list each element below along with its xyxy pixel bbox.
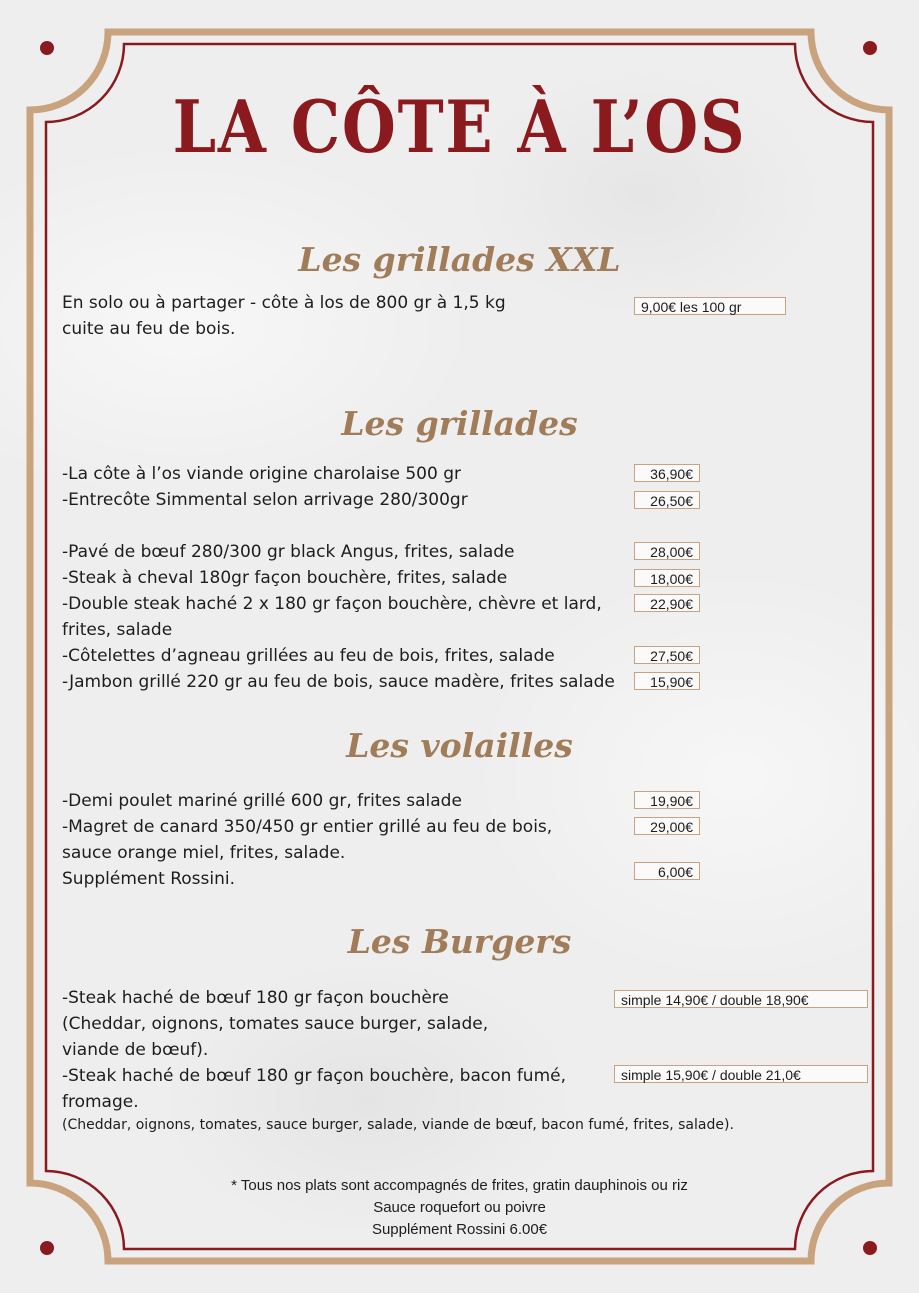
menu-item-price: simple 14,90€ / double 18,90€ <box>614 990 868 1008</box>
menu-item-text: -Jambon grillé 220 gr au feu de bois, sauce madère, frites salade <box>62 672 615 692</box>
menu-item-text: -Double steak haché 2 x 180 gr façon bouchère, chèvre et lard, <box>62 594 602 614</box>
menu-item-text: En solo ou à partager - côte à los de 800 gr à 1,5 kg <box>62 293 506 313</box>
corner-dot <box>40 41 54 55</box>
menu-item-text: Supplément Rossini. <box>62 869 235 889</box>
section-title-burgers: Les Burgers <box>347 922 572 961</box>
menu-item-price: 18,00€ <box>634 569 700 587</box>
section-title-grillades-xxl: Les grillades XXL <box>298 240 621 279</box>
menu-item-price: 36,90€ <box>634 464 700 482</box>
menu-item-text: -Magret de canard 350/450 gr entier grillé au feu de bois, <box>62 817 553 837</box>
menu-item-price: 27,50€ <box>634 646 700 664</box>
menu-item-text: viande de bœuf). <box>62 1040 209 1060</box>
menu-item-price: 22,90€ <box>634 594 700 612</box>
menu-item-price: simple 15,90€ / double 21,0€ <box>614 1065 868 1083</box>
menu-item-price: 9,00€ les 100 gr <box>634 297 786 315</box>
menu-item-text: cuite au feu de bois. <box>62 319 236 339</box>
menu-item-text: (Cheddar, oignons, tomates sauce burger, salade, <box>62 1014 489 1034</box>
footer-note: * Tous nos plats sont accompagnés de frites, gratin dauphinois ou riz <box>231 1177 688 1194</box>
menu-title: LA CÔTE À L’OS <box>172 84 747 169</box>
corner-dot <box>863 1241 877 1255</box>
menu-item-price: 29,00€ <box>634 817 700 835</box>
menu-item-text: -Pavé de bœuf 280/300 gr black Angus, frites, salade <box>62 542 515 562</box>
section-title-grillades: Les grillades <box>341 404 578 443</box>
menu-item-text: -Entrecôte Simmental selon arrivage 280/300gr <box>62 490 468 510</box>
menu-item-text: -Demi poulet mariné grillé 600 gr, frites salade <box>62 791 462 811</box>
corner-dot <box>40 1241 54 1255</box>
footer-note: Sauce roquefort ou poivre <box>373 1199 546 1216</box>
section-title-volailles: Les volailles <box>346 726 573 765</box>
menu-item-text: fromage. <box>62 1092 139 1112</box>
menu-item-price: 19,90€ <box>634 791 700 809</box>
menu-item-price: 28,00€ <box>634 542 700 560</box>
menu-item-text: frites, salade <box>62 620 173 640</box>
menu-item-price: 26,50€ <box>634 491 700 509</box>
menu-item-text: -Steak haché de bœuf 180 gr façon bouchère <box>62 988 449 1008</box>
menu-item-text: -Côtelettes d’agneau grillées au feu de bois, frites, salade <box>62 646 555 666</box>
menu-item-text: -La côte à l’os viande origine charolaise 500 gr <box>62 464 461 484</box>
footer-note: Supplément Rossini 6.00€ <box>371 1221 548 1238</box>
corner-dot <box>863 41 877 55</box>
menu-item-text: -Steak haché de bœuf 180 gr façon bouchère, bacon fumé, <box>62 1066 566 1086</box>
burger-note: (Cheddar, oignons, tomates, sauce burger, salade, viande de bœuf, bacon fumé, frites, salade). <box>62 1117 734 1133</box>
menu-item-text: -Steak à cheval 180gr façon bouchère, frites, salade <box>62 568 508 588</box>
menu-item-text: sauce orange miel, frites, salade. <box>62 843 346 863</box>
menu-item-price: 15,90€ <box>634 672 700 690</box>
menu-item-price: 6,00€ <box>634 862 700 880</box>
